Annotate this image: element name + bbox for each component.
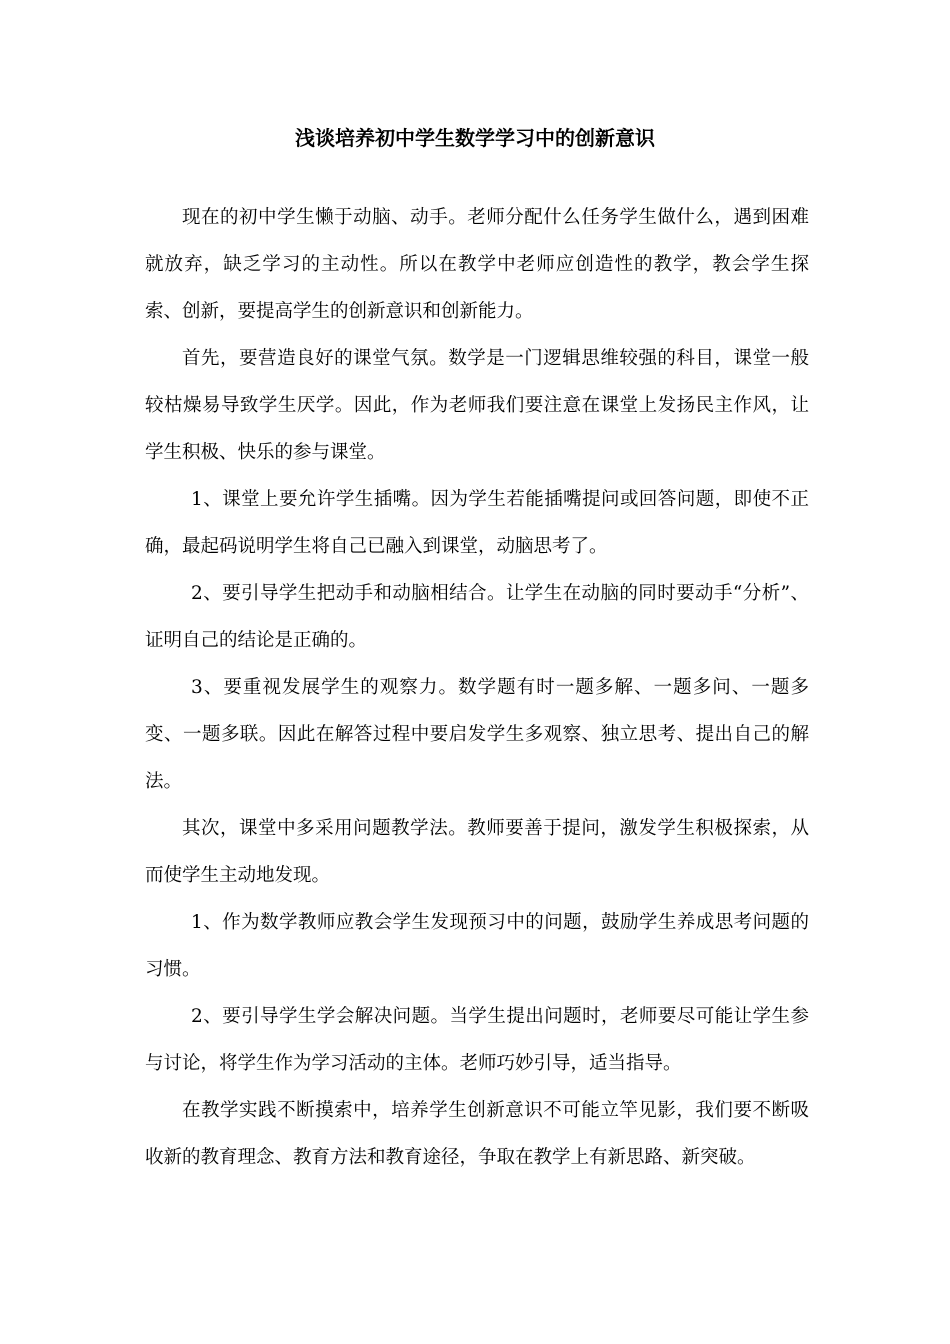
paragraph-conclusion: 在教学实践不断摸索中，培养学生创新意识不可能立竿见影，我们要不断吸收新的教育理念、教育方法和教育途径，争取在教学上有新思路、新突破。	[145, 1100, 809, 1168]
document-title: 浅谈培养初中学生数学学习中的创新意识	[295, 126, 655, 150]
paragraph-second-point-item-2: 2、要引导学生学会解决问题。当学生提出问题时，老师要尽可能让学生参与讨论，将学生作为学习活动的主体。老师巧妙引导，适当指导。	[145, 1006, 809, 1074]
paragraph-first-point-item-2: 2、要引导学生把动手和动脑相结合。让学生在动脑的同时要动手“分析”、证明自己的结论是正确的。	[145, 583, 809, 651]
document-body	[145, 194, 809, 1181]
paragraph-intro: 现在的初中学生懒于动脑、动手。老师分配什么任务学生做什么，遇到困难就放弃，缺乏学习的主动性。所以在教学中老师应创造性的教学，教会学生探索、创新，要提高学生的创新意识和创新能力。	[145, 207, 809, 322]
paragraph-first-point-item-1: 1、课堂上要允许学生插嘴。因为学生若能插嘴提问或回答问题，即使不正确，最起码说明学生将自己已融入到课堂，动脑思考了。	[145, 489, 809, 557]
paragraph-first-point-item-3: 3、要重视发展学生的观察力。数学题有时一题多解、一题多问、一题多变、一题多联。因此在解答过程中要启发学生多观察、独立思考、提出自己的解法。	[145, 677, 809, 792]
paragraph-second-point-item-1: 1、作为数学教师应教会学生发现预习中的问题，鼓励学生养成思考问题的习惯。	[145, 912, 809, 980]
paragraph-second-point: 其次，课堂中多采用问题教学法。教师要善于提问，激发学生积极探索，从而使学生主动地发现。	[145, 818, 809, 886]
paragraph-first-point: 首先，要营造良好的课堂气氛。数学是一门逻辑思维较强的科目，课堂一般较枯燥易导致学生厌学。因此，作为老师我们要注意在课堂上发扬民主作风，让学生积极、快乐的参与课堂。	[145, 348, 809, 463]
